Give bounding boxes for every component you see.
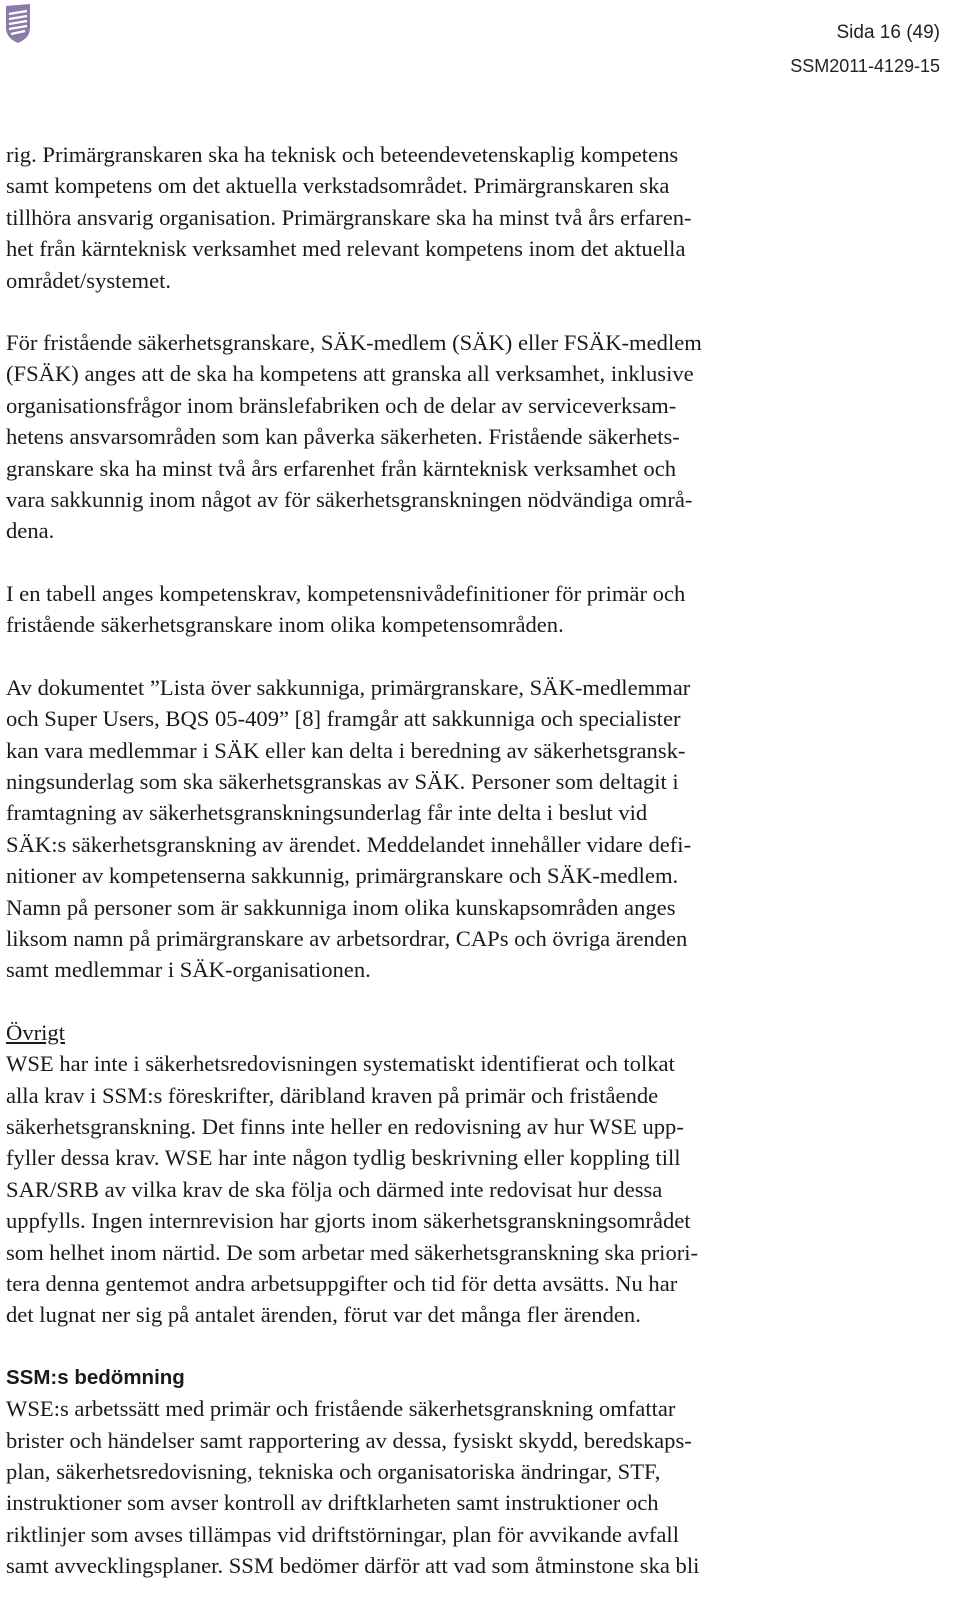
text-line: ningsunderlag som ska säkerhetsgranskas av SÄK. Personer som deltagit i	[6, 768, 679, 794]
text-line: det lugnat ner sig på antalet ärenden, förut var det många fler ärenden.	[6, 1302, 641, 1328]
text-line: riktlinjer som avses tillämpas vid driftstörningar, plan för avvikande avfall	[6, 1521, 679, 1547]
text-line: WSE har inte i säkerhetsredovisningen systematiskt identifierat och tolkat	[6, 1051, 675, 1077]
text-line: samt kompetens om det aktuella verkstadsområdet. Primärgranskaren ska	[6, 173, 670, 199]
text-line: fyller dessa krav. WSE har inte någon tydlig beskrivning eller koppling till	[6, 1145, 681, 1171]
text-line: framtagning av säkerhetsgranskningsunderlag får inte delta i beslut vid	[6, 800, 648, 826]
text-line: samt medlemmar i SÄK-organisationen.	[6, 957, 371, 983]
section-heading-ovrigt: Övrigt	[6, 1019, 65, 1045]
text-line: tillhöra ansvarig organisation. Primärgranskare ska ha minst två års erfaren-	[6, 204, 692, 230]
text-line: vara sakkunnig inom något av för säkerhetsgranskningen nödvändiga områ-	[6, 487, 693, 513]
text-line: plan, säkerhetsredovisning, tekniska och organisatoriska ändringar, STF,	[6, 1459, 661, 1485]
text-line: brister och händelser samt rapportering av dessa, fysiskt skydd, beredskaps-	[6, 1427, 692, 1453]
document-body	[6, 139, 946, 1582]
text-line: WSE:s arbetssätt med primär och fristående säkerhetsgranskning omfattar	[6, 1396, 676, 1422]
text-line: nitioner av kompetenserna sakkunnig, primärgranskare och SÄK-medlem.	[6, 863, 679, 889]
text-line: kan vara medlemmar i SÄK eller kan delta i beredning av säkerhetsgransk-	[6, 737, 686, 763]
text-line: dena.	[6, 518, 55, 544]
paragraph-3	[6, 578, 946, 641]
text-line: fristående säkerhetsgranskare inom olika kompetensområden.	[6, 612, 564, 638]
text-line: I en tabell anges kompetenskrav, kompetensnivådefinitioner för primär och	[6, 580, 686, 606]
text-line: hetens ansvarsområden som kan påverka säkerheten. Fristående säkerhets-	[6, 424, 680, 450]
text-line: och Super Users, BQS 05-409” [8] framgår att sakkunniga och specialister	[6, 706, 681, 732]
text-line: tera denna gentemot andra arbetsuppgifter och tid för detta avsätts. Nu har	[6, 1271, 678, 1296]
text-line: liksom namn på primärgranskare av arbetsordrar, CAPs och övriga ärenden	[6, 925, 688, 951]
page-number: Sida 16 (49)	[836, 22, 940, 43]
paragraph-2	[6, 327, 946, 547]
text-line: säkerhetsgranskning. Det finns inte heller en redovisning av hur WSE upp-	[6, 1113, 684, 1139]
text-line: het från kärnteknisk verksamhet med relevant kompetens inom det aktuella	[6, 236, 686, 262]
text-line: som helhet inom närtid. De som arbetar med säkerhetsgranskning ska priori-	[6, 1239, 699, 1265]
text-line: instruktioner som avser kontroll av driftklarheten samt instruktioner och	[6, 1490, 659, 1516]
text-line: Av dokumentet ”Lista över sakkunniga, primärgranskare, SÄK-medlemmar	[6, 674, 691, 700]
text-line: SÄK:s säkerhetsgranskning av ärendet. Meddelandet innehåller vidare defi-	[6, 831, 692, 857]
text-line: samt avvecklingsplaner. SSM bedömer därför att vad som åtminstone ska bli	[6, 1553, 700, 1579]
section-ovrigt	[6, 1017, 946, 1331]
text-line: rig. Primärgranskaren ska ha teknisk och beteendevetenskaplig kompetens	[6, 142, 679, 167]
text-line: uppfylls. Ingen internrevision har gjorts inom säkerhetsgranskningsområdet	[6, 1208, 691, 1234]
text-line: För fristående säkerhetsgranskare, SÄK-medlem (SÄK) eller FSÄK-medlem	[6, 330, 702, 356]
text-line: organisationsfrågor inom bränslefabriken och de delar av serviceverksam-	[6, 392, 677, 418]
text-line: alla krav i SSM:s föreskrifter, däribland kraven på primär och fristående	[6, 1082, 659, 1108]
text-line: (FSÄK) anges att de ska ha kompetens att granska all verksamhet, inklusive	[6, 361, 694, 387]
text-line: granskare ska ha minst två års erfarenhet från kärnteknisk verksamhet och	[6, 455, 677, 481]
document-reference: SSM2011-4129-15	[790, 56, 940, 76]
text-line: SAR/SRB av vilka krav de ska följa och därmed inte redovisat hur dessa	[6, 1176, 663, 1202]
section-heading-bedomning: SSM:s bedömning	[6, 1365, 185, 1389]
paragraph-4	[6, 672, 946, 986]
ssm-logo-icon	[4, 2, 32, 44]
text-line: området/systemet.	[6, 267, 172, 293]
paragraph-1	[6, 139, 946, 296]
text-line: Namn på personer som är sakkunniga inom olika kunskapsområden anges	[6, 894, 676, 920]
section-bedomning	[6, 1362, 946, 1582]
